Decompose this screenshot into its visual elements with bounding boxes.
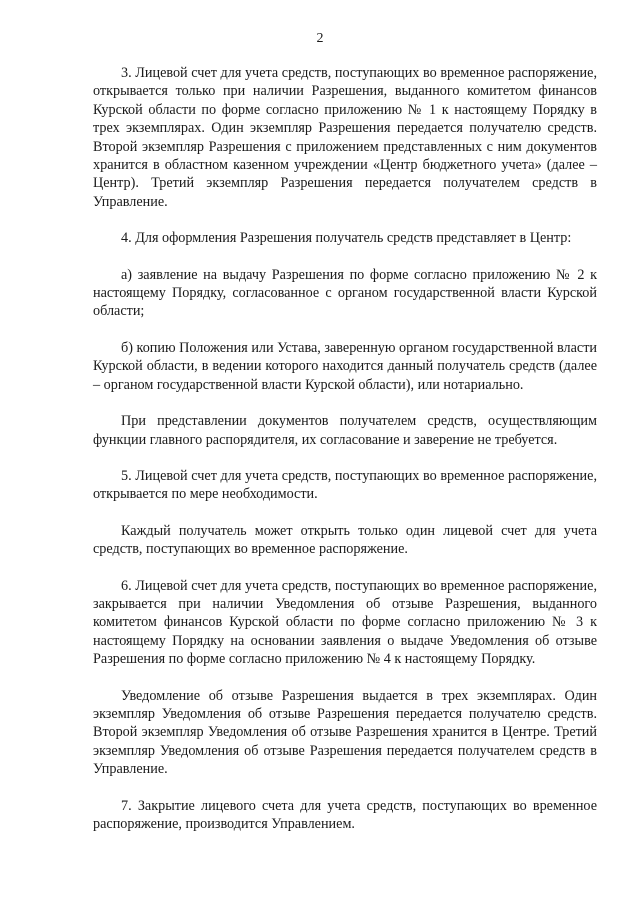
paragraph-4b: б) копию Положения или Устава, заверенную органом государственной власти Курской области, в ведении которого находится данный получатель средств (далее – органом государственной власти Курской области), или нотариально. (93, 339, 597, 393)
paragraph-4a: а) заявление на выдачу Разрешения по форме согласно приложению № 2 к настоящему Порядку, согласованное с органом государственной власти Курской области; (93, 266, 597, 320)
paragraph-5-note: Каждый получатель может открыть только один лицевой счет для учета средств, поступающих во временное распоряжение. (93, 522, 597, 558)
document-body (93, 64, 597, 833)
paragraph-6-note: Уведомление об отзыве Разрешения выдается в трех экземплярах. Один экземпляр Уведомления об отзыве Разрешения передается получателю средств. Второй экземпляр Уведомления об отзыве Разрешения хранится в Центре. Третий экземпляр Уведомления об отзыве Разрешения передается получателем средств в Управление. (93, 687, 597, 778)
paragraph-4-note: При представлении документов получателем средств, осуществляющим функции главного распорядителя, их согласование и заверение не требуется. (93, 413, 597, 448)
paragraph-4: 4. Для оформления Разрешения получатель средств представляет в Центр: (121, 230, 572, 247)
page-number: 2 (316, 31, 324, 46)
paragraph-3: 3. Лицевой счет для учета средств, поступающих во временное распоряжение, открывается только при наличии Разрешения, выданного комитетом финансов Курской области по форме согласно приложению № 1 к настоящему Порядку в трех экземплярах. Один экземпляр Разрешения передается получателю средств. Второй экземпляр Разрешения с приложением представленных с ним документов хранится в областном казенном учреждении «Центр бюджетного учета» (далее – Центр). Третий экземпляр Разрешения передается получателем средств в Управление. (93, 65, 597, 210)
paragraph-7: 7. Закрытие лицевого счета для учета средств, поступающих во временное распоряжение, производится Управлением. (93, 797, 597, 832)
paragraph-5: 5. Лицевой счет для учета средств, поступающих во временное распоряжение, открывается по мере необходимости. (93, 467, 597, 503)
paragraph-6: 6. Лицевой счет для учета средств, поступающих во временное распоряжение, закрывается при наличии Уведомления об отзыве Разрешения, выданного комитетом финансов Курской области по форме согласно приложению № 3 к настоящему Порядку на основании заявления о выдаче Уведомления об отзыве Разрешения по форме согласно приложению № 4 к настоящему Порядку. (93, 577, 597, 668)
